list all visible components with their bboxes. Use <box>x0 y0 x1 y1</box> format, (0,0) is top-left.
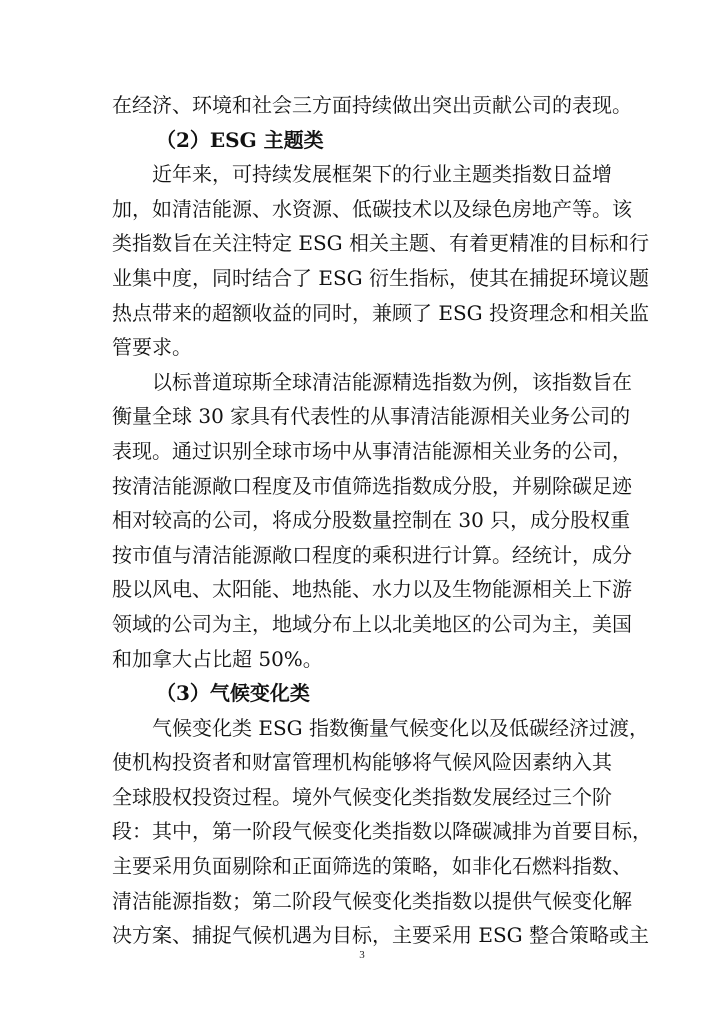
text-line: 和加拿大占比超 50%。 <box>112 646 323 671</box>
text-line: 业集中度，同时结合了 ESG 衍生指标，使其在捕捉环境议题 <box>112 265 649 290</box>
text-line: 领域的公司为主，地域分布上以北美地区的公司为主，美国 <box>112 611 632 636</box>
text-line: 管要求。 <box>112 335 192 360</box>
text-line: 近年来，可持续发展框架下的行业主题类指数日益增 <box>152 162 612 187</box>
text-line: 相对较高的公司，将成分股数量控制在 30 只，成分股权重 <box>112 508 631 533</box>
text-line: 股以风电、太阳能、地热能、水力以及生物能源相关上下游 <box>112 577 632 602</box>
text-line: 按清洁能源敞口程度及市值筛选指数成分股，并剔除碳足迹 <box>112 473 632 498</box>
text-line: 决方案、捕捉气候机遇为目标，主要采用 ESG 整合策略或主 <box>112 923 649 948</box>
text-line: 表现。通过识别全球市场中从事清洁能源相关业务的公司， <box>112 438 632 463</box>
text-line: 全球股权投资过程。境外气候变化类指数发展经过三个阶 <box>112 784 612 809</box>
text-line: 清洁能源指数；第二阶段气候变化类指数以提供气候变化解 <box>112 888 632 913</box>
document-body <box>112 88 652 953</box>
text-line: 主要采用负面剔除和正面筛选的策略，如非化石燃料指数、 <box>112 854 632 879</box>
text-line: 以标普道琼斯全球清洁能源精选指数为例，该指数旨在 <box>152 369 632 394</box>
text-line: 段：其中，第一阶段气候变化类指数以降碳减排为首要目标， <box>112 819 652 844</box>
text-line: 热点带来的超额收益的同时，兼顾了 ESG 投资理念和相关监 <box>112 300 649 325</box>
text-line: 加，如清洁能源、水资源、低碳技术以及绿色房地产等。该 <box>112 196 632 221</box>
text-line: 使机构投资者和财富管理机构能够将气候风险因素纳入其 <box>112 750 612 775</box>
section-heading-climate-change: （3）气候变化类 <box>156 681 310 706</box>
text-line: 类指数旨在关注特定 ESG 相关主题、有着更精准的目标和行 <box>112 231 649 256</box>
text-line: 气候变化类 ESG 指数衡量气候变化以及低碳经济过渡， <box>152 715 649 740</box>
section-heading-esg-theme: （2）ESG 主题类 <box>156 127 324 152</box>
page-number: 3 <box>359 949 365 961</box>
text-line: 衡量全球 30 家具有代表性的从事清洁能源相关业务公司的 <box>112 404 631 429</box>
text-line: 在经济、环境和社会三方面持续做出突出贡献公司的表现。 <box>112 93 632 117</box>
text-line: 按市值与清洁能源敞口程度的乘积进行计算。经统计，成分 <box>112 542 632 567</box>
